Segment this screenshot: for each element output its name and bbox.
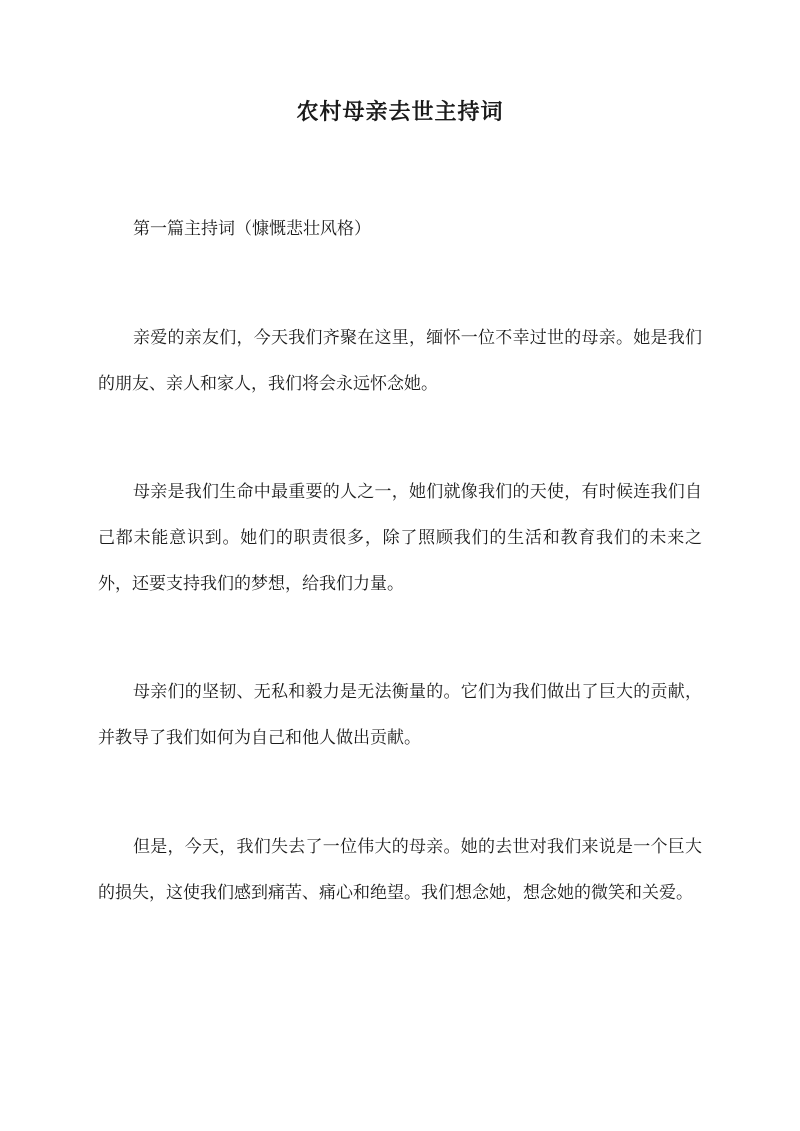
paragraph-1: 亲爱的亲友们，今天我们齐聚在这里，缅怀一位不幸过世的母亲。她是我们的朋友、亲人和家人，我们将会永远怀念她。 — [98, 328, 702, 394]
paragraph-3: 母亲们的坚韧、无私和毅力是无法衡量的。它们为我们做出了巨大的贡献，并教导了我们如何为自己和他人做出贡献。 — [98, 682, 702, 748]
document-title: 农村母亲去世主持词 — [296, 99, 504, 125]
section-subtitle: 第一篇主持词（慷慨悲壮风格） — [133, 219, 371, 239]
paragraph-2: 母亲是我们生命中最重要的人之一，她们就像我们的天使，有时候连我们自己都未能意识到。她们的职责很多，除了照顾我们的生活和教育我们的未来之外，还要支持我们的梦想，给我们力量。 — [98, 482, 702, 594]
paragraph-4: 但是，今天，我们失去了一位伟大的母亲。她的去世对我们来说是一个巨大的损失，这使我们感到痛苦、痛心和绝望。我们想念她，想念她的微笑和关爱。 — [98, 837, 702, 903]
